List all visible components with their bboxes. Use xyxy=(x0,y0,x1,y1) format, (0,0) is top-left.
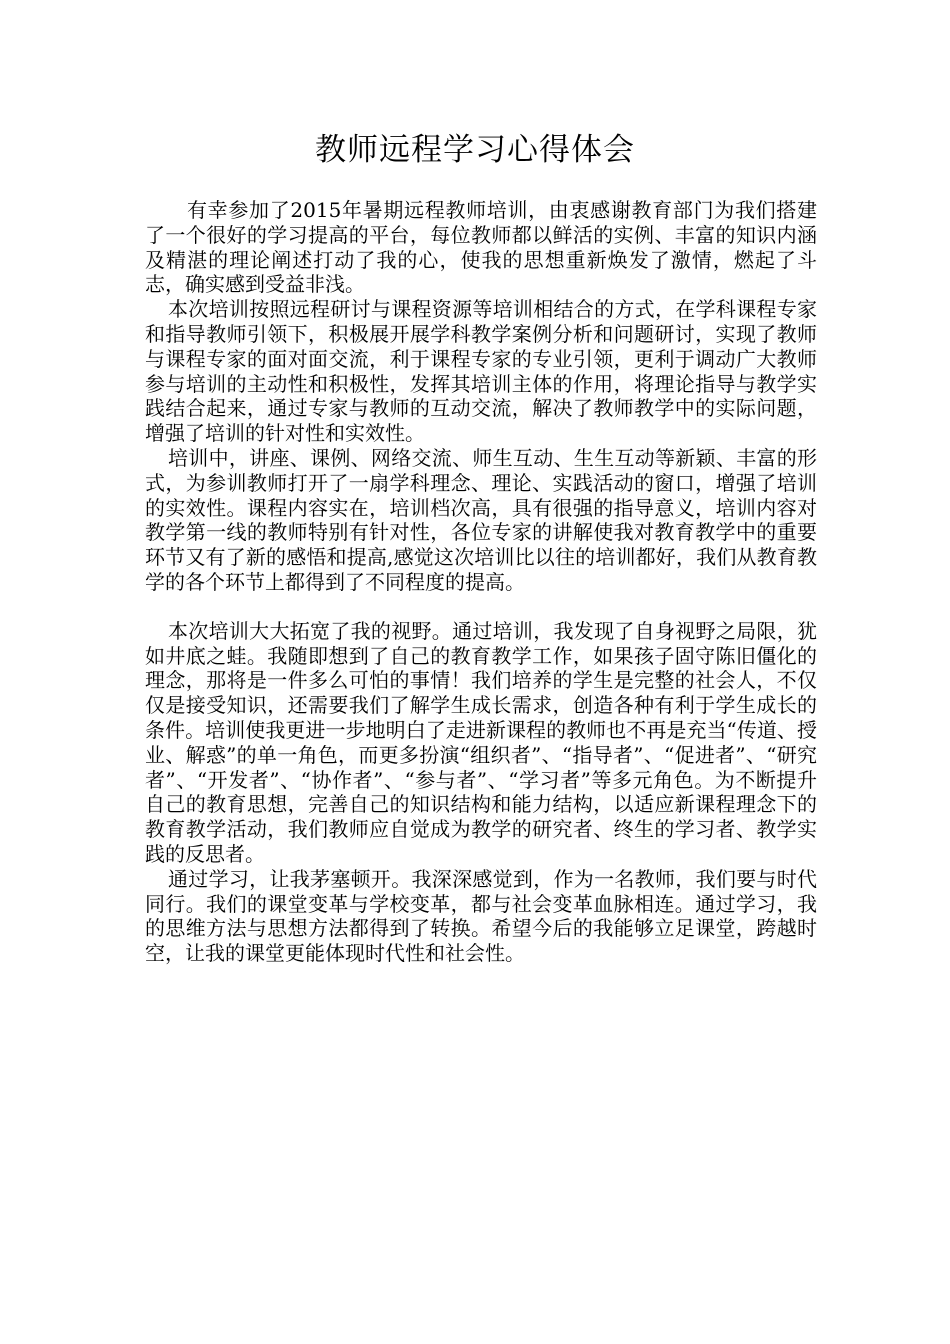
paragraph-5: 通过学习，让我茅塞顿开。我深深感觉到，作为一名教师，我们要与时代同行。我们的课堂变革与学校变革，都与社会变革血脉相连。通过学习，我的思维方法与思想方法都得到了转换。希望今后的我能够立足课堂，跨越时空，让我的课堂更能体现时代性和社会性。 xyxy=(145,866,817,966)
paragraph-4: 本次培训大大拓宽了我的视野。通过培训，我发现了自身视野之局限，犹如井底之蛙。我随即想到了自己的教育教学工作，如果孩子固守陈旧僵化的理念，那将是一件多么可怕的事情！我们培养的学生是完整的社会人，不仅仅是接受知识，还需要我们了解学生成长需求，创造各种有利于学生成长的条件。培训使我更进一步地明白了走进新课程的教师也不再是充当“传道、授业、解惑”的单一角色，而更多扮演“组织者”、“指导者”、“促进者”、“研究者”、“开发者”、“协作者”、“参与者”、“学习者”等多元角色。为不断提升自己的教育思想，完善自己的知识结构和能力结构，以适应新课程理念下的教育教学活动，我们教师应自觉成为教学的研究者、终生的学习者、教学实践的反思者。 xyxy=(145,618,817,866)
paragraph-3: 培训中，讲座、课例、网络交流、师生互动、生生互动等新颖、丰富的形式，为参训教师打开了一扇学科理念、理论、实践活动的窗口，增强了培训的实效性。课程内容实在，培训档次高，具有很强的指导意义，培训内容对教学第一线的教师特别有针对性，各位专家的讲解使我对教育教学中的重要环节又有了新的感悟和提高,感觉这次培训比以往的培训都好，我们从教育教学的各个环节上都得到了不同程度的提高。 xyxy=(145,445,817,594)
paragraph-2: 本次培训按照远程研讨与课程资源等培训相结合的方式，在学科课程专家和指导教师引领下，积极展开展学科教学案例分析和问题研讨，实现了教师与课程专家的面对面交流，利于课程专家的专业引领，更利于调动广大教师参与培训的主动性和积极性，发挥其培训主体的作用，将理论指导与教学实践结合起来，通过专家与教师的互动交流，解决了教师教学中的实际问题，增强了培训的针对性和实效性。 xyxy=(145,297,817,446)
document-title: 教师远程学习心得体会 xyxy=(315,132,635,168)
paragraph-1: 有幸参加了2015年暑期远程教师培训，由衷感谢教育部门为我们搭建了一个很好的学习提高的平台，每位教师都以鲜活的实例、丰富的知识内涵及精湛的理论阐述打动了我的心，使我的思想重新焕发了激情，燃起了斗志，确实感到受益非浅。 xyxy=(145,198,817,297)
document-body xyxy=(145,198,817,966)
